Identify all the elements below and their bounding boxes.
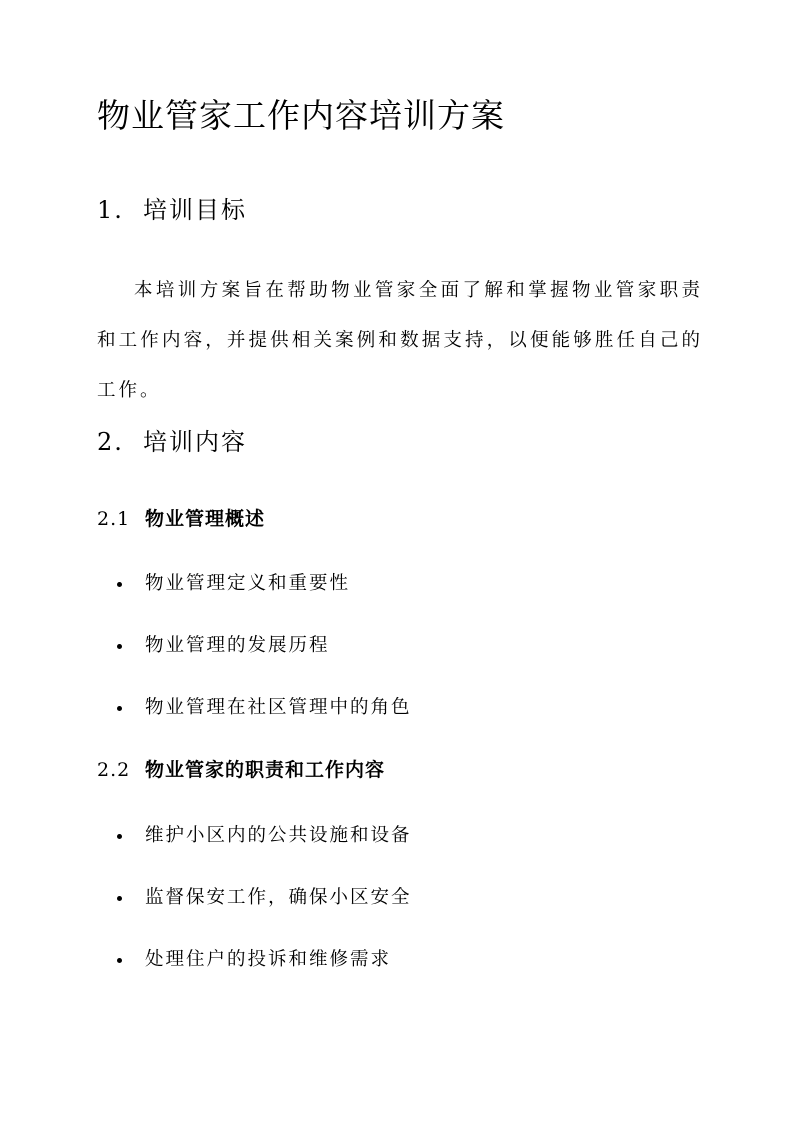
subsection-heading-overview: [97, 508, 265, 531]
duties-list: [117, 824, 412, 1010]
list-item: [117, 824, 412, 886]
training-goal-paragraph: 本培训方案旨在帮助物业管家全面了解和掌握物业管家职责和工作内容，并提供相关案例和数据支持，以便能够胜任自己的工作。: [97, 280, 703, 401]
list-item-text: 物业管理的发展历程: [145, 635, 330, 656]
list-item-text: 维护小区内的公共设施和设备: [145, 825, 412, 846]
list-item: [117, 696, 412, 758]
list-item: [117, 572, 412, 634]
section-heading-text: 培训目标: [143, 196, 247, 224]
subsection-heading-text: 物业管理概述: [145, 508, 266, 530]
section-heading-training-content: [97, 428, 247, 457]
list-item: [117, 948, 412, 1010]
section-heading-training-goal: [97, 196, 247, 225]
list-item-text: 物业管理在社区管理中的角色: [145, 697, 412, 718]
subsection-heading-duties: [97, 759, 385, 782]
bullet-icon: [117, 834, 122, 839]
subsection-heading-text: 物业管家的职责和工作内容: [145, 759, 386, 781]
list-item-text: 物业管理定义和重要性: [145, 573, 351, 594]
subsection-number: 2.1: [97, 508, 131, 530]
list-item-text: 监督保安工作，确保小区安全: [145, 887, 412, 908]
document-title: 物业管家工作内容培训方案: [97, 96, 505, 135]
list-item: [117, 634, 412, 696]
bullet-icon: [117, 582, 122, 587]
section-heading-text: 培训内容: [143, 428, 247, 456]
section-number: 1.: [97, 196, 124, 224]
bullet-icon: [117, 958, 122, 963]
subsection-number: 2.2: [97, 759, 131, 781]
bullet-icon: [117, 896, 122, 901]
bullet-icon: [117, 706, 122, 711]
bullet-icon: [117, 644, 122, 649]
list-item-text: 处理住户的投诉和维修需求: [145, 949, 392, 970]
list-item: [117, 886, 412, 948]
overview-list: [117, 572, 412, 758]
section-number: 2.: [97, 428, 124, 456]
